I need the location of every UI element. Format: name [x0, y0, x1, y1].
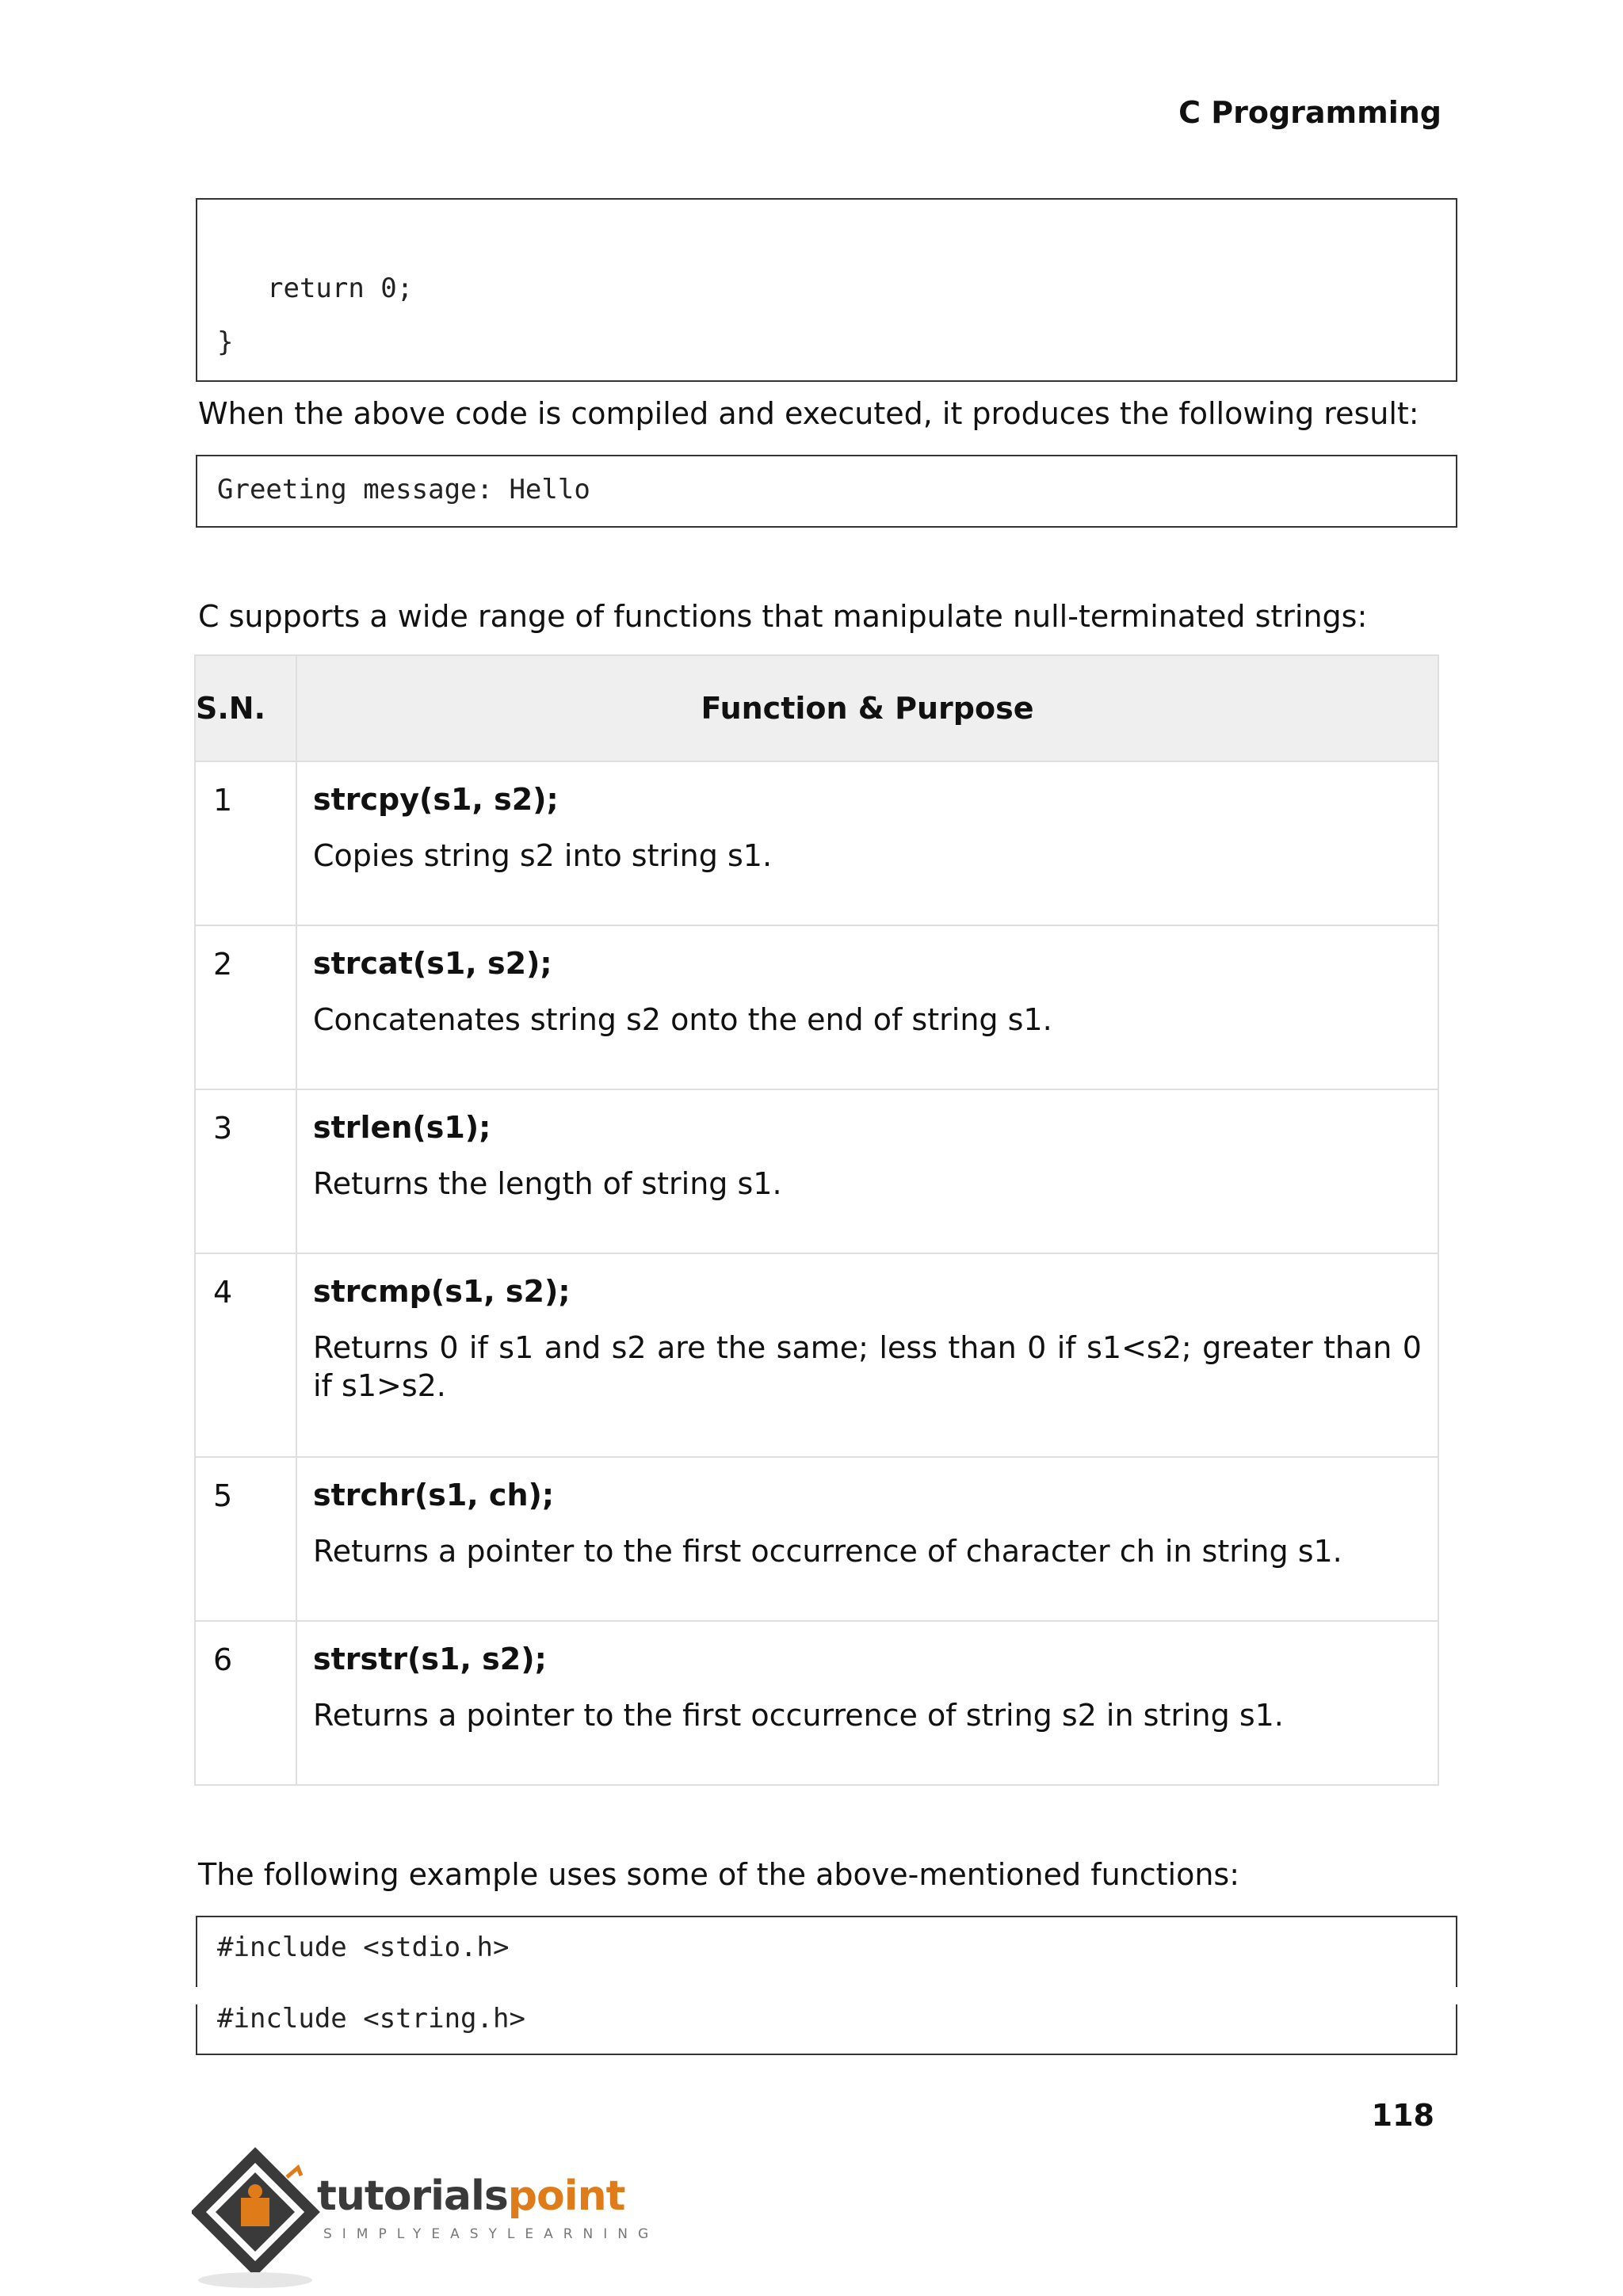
paragraph-result: When the above code is compiled and executed, it produces the following result:: [198, 396, 1419, 431]
code-block-top: [196, 198, 1457, 382]
function-description: Concatenates string s2 onto the end of string s1.: [313, 1002, 1052, 1037]
table-row: [195, 761, 1438, 925]
function-description: Returns 0 if s1 and s2 are the same; less than 0 if s1<s2; greater than 0 if s1>s2.: [313, 1330, 1422, 1403]
row-function-cell: [296, 1253, 1438, 1457]
table-row: [195, 1621, 1438, 1785]
logo-emblem-icon: [192, 2145, 636, 2296]
function-description: Returns a pointer to the first occurrence of string s2 in string s1.: [313, 1698, 1284, 1733]
function-description: Returns a pointer to the first occurrence of character ch in string s1.: [313, 1534, 1342, 1569]
code-line: }: [217, 326, 234, 358]
output-box: [196, 455, 1457, 528]
page-number: 118: [1371, 2098, 1434, 2133]
table-row: [195, 925, 1438, 1089]
row-sn: 6: [195, 1621, 296, 1785]
row-function-cell: [296, 761, 1438, 925]
paragraph-supports: C supports a wide range of functions that manipulate null-terminated strings:: [198, 599, 1368, 634]
table-row: [195, 1089, 1438, 1253]
function-name: strstr(s1, s2);: [313, 1642, 547, 1676]
function-name: strlen(s1);: [313, 1110, 491, 1145]
tutorialspoint-logo: [192, 2145, 659, 2296]
functions-table: [194, 654, 1439, 1786]
code-line: #include <string.h>: [217, 2003, 525, 2035]
table-row: [195, 1457, 1438, 1621]
column-header-sn: S.N.: [195, 655, 296, 761]
column-header-function: Function & Purpose: [296, 655, 1438, 761]
logo-tagline: SIMPLYEASYLEARNING: [323, 2226, 659, 2242]
function-name: strcmp(s1, s2);: [313, 1274, 571, 1309]
function-name: strchr(s1, ch);: [313, 1478, 555, 1512]
logo-wordmark: [317, 2172, 624, 2220]
page-header-title: C Programming: [1178, 95, 1442, 130]
table-row: [195, 1253, 1438, 1457]
function-name: strcpy(s1, s2);: [313, 782, 559, 817]
table-header-row: [195, 655, 1438, 761]
row-function-cell: [296, 925, 1438, 1089]
output-text: Greeting message: Hello: [217, 474, 590, 505]
code-line: #include <stdio.h>: [217, 1932, 510, 1963]
row-sn: 4: [195, 1253, 296, 1457]
code-block-gap: [196, 1987, 1457, 2004]
row-sn: 5: [195, 1457, 296, 1621]
code-line: return 0;: [267, 273, 414, 304]
paragraph-example: The following example uses some of the above-mentioned functions:: [198, 1857, 1240, 1892]
row-sn: 3: [195, 1089, 296, 1253]
logo-text-tutorials: tutorials: [317, 2172, 508, 2220]
row-function-cell: [296, 1621, 1438, 1785]
code-block-bottom: [196, 1916, 1457, 2055]
function-description: Returns the length of string s1.: [313, 1166, 782, 1201]
row-function-cell: [296, 1089, 1438, 1253]
function-name: strcat(s1, s2);: [313, 946, 552, 981]
row-sn: 1: [195, 761, 296, 925]
function-description: Copies string s2 into string s1.: [313, 838, 773, 873]
logo-text-point: point: [507, 2172, 625, 2220]
row-sn: 2: [195, 925, 296, 1089]
row-function-cell: [296, 1457, 1438, 1621]
